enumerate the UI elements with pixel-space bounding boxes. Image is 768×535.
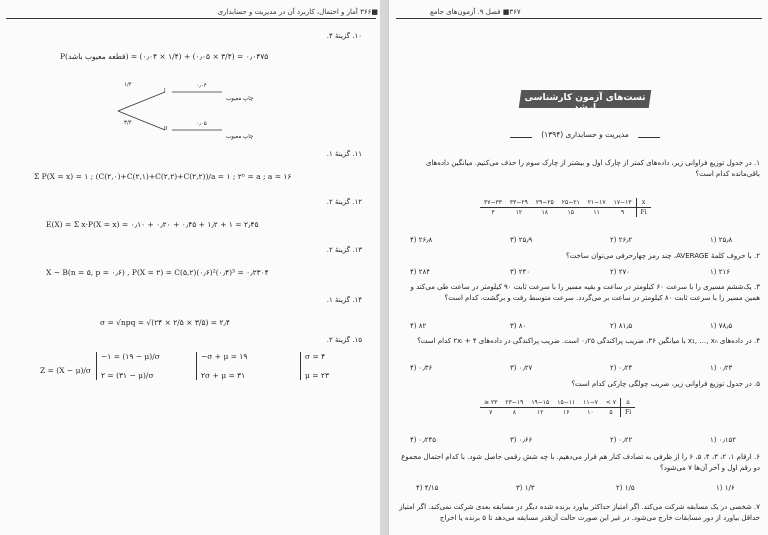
question-2 xyxy=(398,252,760,260)
question-4 xyxy=(398,336,760,347)
right-page-number: ۳۶۷■ xyxy=(502,8,521,16)
table-cell: ۱۶ xyxy=(562,409,570,416)
question-6 xyxy=(398,452,760,474)
system-a-line-2: ۲ = (۳۱ − μ)/σ xyxy=(101,371,154,380)
table-cell: ۱۷−۱۳ xyxy=(610,198,636,208)
question-number: ۳. xyxy=(754,283,760,291)
question-text: ارقام ۱، ۲، ۳، ۴، ۵، ۶ را از ظرفی به تصادف کنار هم قرار می‌دهیم. با چه شش رقمی حاصل شود. با کدام احتمال مجموع دو رقم اول و آخر آن‌ها ۷ می‌شود؟ xyxy=(401,453,760,472)
table-cell: ۸ xyxy=(512,409,516,416)
tree-label-1: چاپ معیوب xyxy=(226,96,254,102)
question-text: با حروف کلمهٔ AVERAGE، چند رمز چهارحرفی می‌توان ساخت؟ xyxy=(565,252,752,260)
book-gutter xyxy=(380,0,388,535)
table-cell: ۱۹−۱۵ xyxy=(527,398,553,408)
answer-label: ۱۱. گزینهٔ ۱. xyxy=(326,150,362,158)
option-2[interactable]: ۲) ۲۶٫۲ xyxy=(610,236,633,244)
answer-equation: Σ P(X = x) = ۱ ; (C(۲,۰)+C(۲,۱)+C(۲,۲)+C(۲,۲))/a = ۱ ; ۲ⁿ = a ; a = ۱۶ xyxy=(34,172,292,181)
section-banner xyxy=(520,86,650,112)
equation-system-c xyxy=(300,352,329,380)
option-3[interactable]: ۳) ۲۵٫۹ xyxy=(510,236,533,244)
table-cell: ۱۰ xyxy=(587,409,594,416)
answer-equation: σ = √npq = √(۲۴ × ۲/۵ × ۳/۵) = ۲٫۴ xyxy=(100,318,230,327)
table-cell: ۱۲ xyxy=(537,409,544,416)
question-5 xyxy=(398,380,760,388)
option-3[interactable]: ۳) ۸۰ xyxy=(510,322,527,330)
question-number: ۴. xyxy=(754,337,760,345)
answer-equation: E(X) = Σ x·P(X = x) = ۰٫۱۰ + ۰٫۲۰ + ۰٫۴۵ + ۱٫۲ + ۱ = ۲٫۴۵ xyxy=(46,220,259,229)
question-text: در جدول توزیع فراوانی زیر، ضریب چولگی چارکی کدام است؟ xyxy=(571,380,752,388)
table-cell: ۱۱−۷ xyxy=(579,398,602,408)
tree-defect-1: ۰٫۰۴ xyxy=(196,83,207,89)
table-cell: ۱۱ xyxy=(593,209,600,216)
option-2[interactable]: ۲) ۸۱٫۵ xyxy=(610,322,633,330)
answer-label: ۱۲. گزینهٔ ۲. xyxy=(326,198,362,206)
table-head-x: x xyxy=(636,198,651,208)
left-page-number: ■۳۶۶ xyxy=(360,8,378,16)
option-4[interactable]: ۴) ۰٫۲۴۵ xyxy=(410,436,437,444)
option-2[interactable]: ۲) ۰٫۲۲ xyxy=(610,436,633,444)
question-text: در جدول توزیع فراوانی زیر، داده‌های کمتر از چارک اول و بیشتر از چارک سوم را حذف می‌کنیم. میانگین داده‌های باقی‌مانده کدام است؟ xyxy=(425,159,760,178)
option-2[interactable]: ۲) ۰٫۲۴ xyxy=(610,364,633,372)
right-running-header xyxy=(430,8,750,16)
option-3[interactable]: ۳) ۲۴۰ xyxy=(510,268,530,276)
question-1 xyxy=(398,158,760,180)
question-number: ۷. xyxy=(754,503,760,511)
question-7 xyxy=(398,502,760,524)
option-4[interactable]: ۴) ۰٫۳۶ xyxy=(410,364,433,372)
option-1[interactable]: ۱) ۲۵٫۸ xyxy=(710,236,733,244)
question-number: ۶. xyxy=(754,453,760,461)
tree-label-2: چاپ معیوب xyxy=(226,134,254,140)
table-cell: ۲۳ ≤ xyxy=(480,398,501,408)
table-cell: ۲۹−۲۵ xyxy=(532,198,558,208)
equation-system-b xyxy=(196,352,247,380)
option-2[interactable]: ۲) ۲۷۰ xyxy=(610,268,630,276)
table-cell: ۲۵−۲۱ xyxy=(558,198,584,208)
option-4[interactable]: ۴) ۸۲ xyxy=(410,322,427,330)
frequency-table-1 xyxy=(480,198,651,217)
option-1[interactable]: ۱) ۰٫۲۳ xyxy=(710,364,733,372)
option-4[interactable]: ۴) ۴/۱۵ xyxy=(416,484,439,492)
option-1[interactable]: ۱) ۱/۶ xyxy=(716,484,735,492)
option-3[interactable]: ۳) ۰٫۶۶ xyxy=(510,436,533,444)
system-c-line-2: μ = ۲۳ xyxy=(305,371,329,380)
table-cell: ۱۲ xyxy=(515,209,523,216)
table-head-x: a xyxy=(621,398,636,408)
banner-title: تست‌های آزمون کارشناسی ارشد xyxy=(524,93,646,113)
answer-equation: P(قطعه معیوب باشد) = (۱/۴ × ۰٫۰۴) + (۳/۴ × ۰٫۰۵) = ۰٫۰۴۷۵ xyxy=(60,52,269,61)
option-3[interactable]: ۳) ۰٫۲۷ xyxy=(510,364,533,372)
option-4[interactable]: ۴) ۲۶٫۸ xyxy=(410,236,433,244)
probability-tree xyxy=(110,80,230,142)
table-cell: ۱۵−۱۱ xyxy=(553,398,579,408)
option-3[interactable]: ۳) ۱/۳ xyxy=(516,484,535,492)
exam-subheading: مدیریت و حسابداری (۱۳۹۴) xyxy=(510,130,660,144)
table-cell: ۷ > xyxy=(602,398,621,408)
left-header-title: آمار و احتمال، کاربرد آن در مدیریت و حسابداری xyxy=(217,8,358,16)
table-cell: ۲۳−۱۹ xyxy=(501,398,527,408)
table-cell: ۱۵ xyxy=(567,209,574,216)
question-number: ۱. xyxy=(754,159,760,167)
question-number: ۲. xyxy=(754,252,760,260)
right-header-title: فصل ۹. آزمون‌های جامع xyxy=(430,8,501,16)
equation-system-a xyxy=(96,352,160,380)
left-page xyxy=(0,0,382,535)
left-running-header xyxy=(60,8,378,16)
tree-branch-2: II xyxy=(164,126,168,132)
option-1[interactable]: ۱) ۲۱۶ xyxy=(710,268,730,276)
table-cell: ۳۳−۲۹ xyxy=(506,198,532,208)
tree-branch-1: I xyxy=(164,88,166,94)
answer-label: ۱۴. گزینهٔ ۱. xyxy=(326,296,362,304)
question-text: یک‌ششم مسیری را با سرعت ۶۰ کیلومتر در ساعت و بقیه مسیر را با سرعت ثابت ۹۰ کیلومتر در ساعت طی می‌کند و همین مسیر را با سرعت ثابت ۸۰ کیلومتر در ساعت بر می‌گردد. سرعت متوسط رفت و برگشت، کدام است؟ xyxy=(410,283,760,302)
table-cell: ۱۸ xyxy=(541,209,549,216)
tree-defect-2: ۰٫۰۵ xyxy=(196,121,207,127)
option-1[interactable]: ۱) ۰٫۱۵۲ xyxy=(710,436,737,444)
option-4[interactable]: ۴) ۲۸۴ xyxy=(410,268,430,276)
answer-equation: X ~ B(n = ۵, p = ۰٫۶) , P(X = ۲) = C(۵,۲)(۰٫۶)²(۰٫۴)³ = ۰٫۲۳۰۴ xyxy=(46,268,269,277)
answer-label: ۱۵. گزینهٔ ۲. xyxy=(326,336,362,344)
question-number: ۵. xyxy=(754,380,760,388)
header-rule xyxy=(396,18,762,19)
system-b-line-2: ۲σ + μ = ۳۱ xyxy=(201,371,246,380)
table-cell: ۹ xyxy=(620,209,625,216)
answer-equation: Z = (X − μ)/σ xyxy=(40,366,92,375)
question-text: در داده‌های x₁, …, xₙ با میانگین ۳۶، ضریب پراکندگی ۰٫۲۵ است. ضریب پراکندگی در داده‌های ۲xᵢ + ۴ کدام است؟ xyxy=(417,337,752,345)
tree-prob-2: ۳/۴ xyxy=(124,120,132,126)
question-3 xyxy=(398,282,760,304)
system-a-line-1: −۱ = (۱۹ − μ)/σ xyxy=(101,352,160,361)
table-cell: ۲۱−۱۷ xyxy=(584,198,610,208)
frequency-table-2 xyxy=(480,398,635,417)
table-head-f: Fi xyxy=(621,408,636,418)
tree-prob-1: ۱/۴ xyxy=(124,82,132,88)
option-1[interactable]: ۱) ۷۸٫۵ xyxy=(710,322,733,330)
answer-label: ۱۰. گزینهٔ ۴. xyxy=(326,32,362,40)
table-cell: ۳۷−۳۳ xyxy=(480,198,506,208)
system-c-line-1: σ = ۴ xyxy=(305,352,326,361)
table-cell: ۵ xyxy=(609,409,613,416)
answer-label: ۱۳. گزینهٔ ۲. xyxy=(326,246,362,254)
question-text: شخصی در یک مسابقه شرکت می‌کند. اگر امتیاز حداکثر بیاورد برنده شده دیگر در مسابقه بعدی شرکت نمی‌کند. اگر امتیاز حداقل بیاورد از دور مسابقات خارج می‌شود. در غیر این صورت حالت آن‌قدر مسابقه می‌دهد تا ۵ برنده یا اخراج xyxy=(399,503,760,522)
table-head-f: Fi xyxy=(636,208,651,218)
system-b-line-1: −σ + μ = ۱۹ xyxy=(201,352,248,361)
option-2[interactable]: ۲) ۱/۵ xyxy=(616,484,635,492)
table-cell: ۷ xyxy=(489,409,493,416)
header-rule xyxy=(6,18,376,19)
table-cell: ۳ xyxy=(491,209,495,216)
